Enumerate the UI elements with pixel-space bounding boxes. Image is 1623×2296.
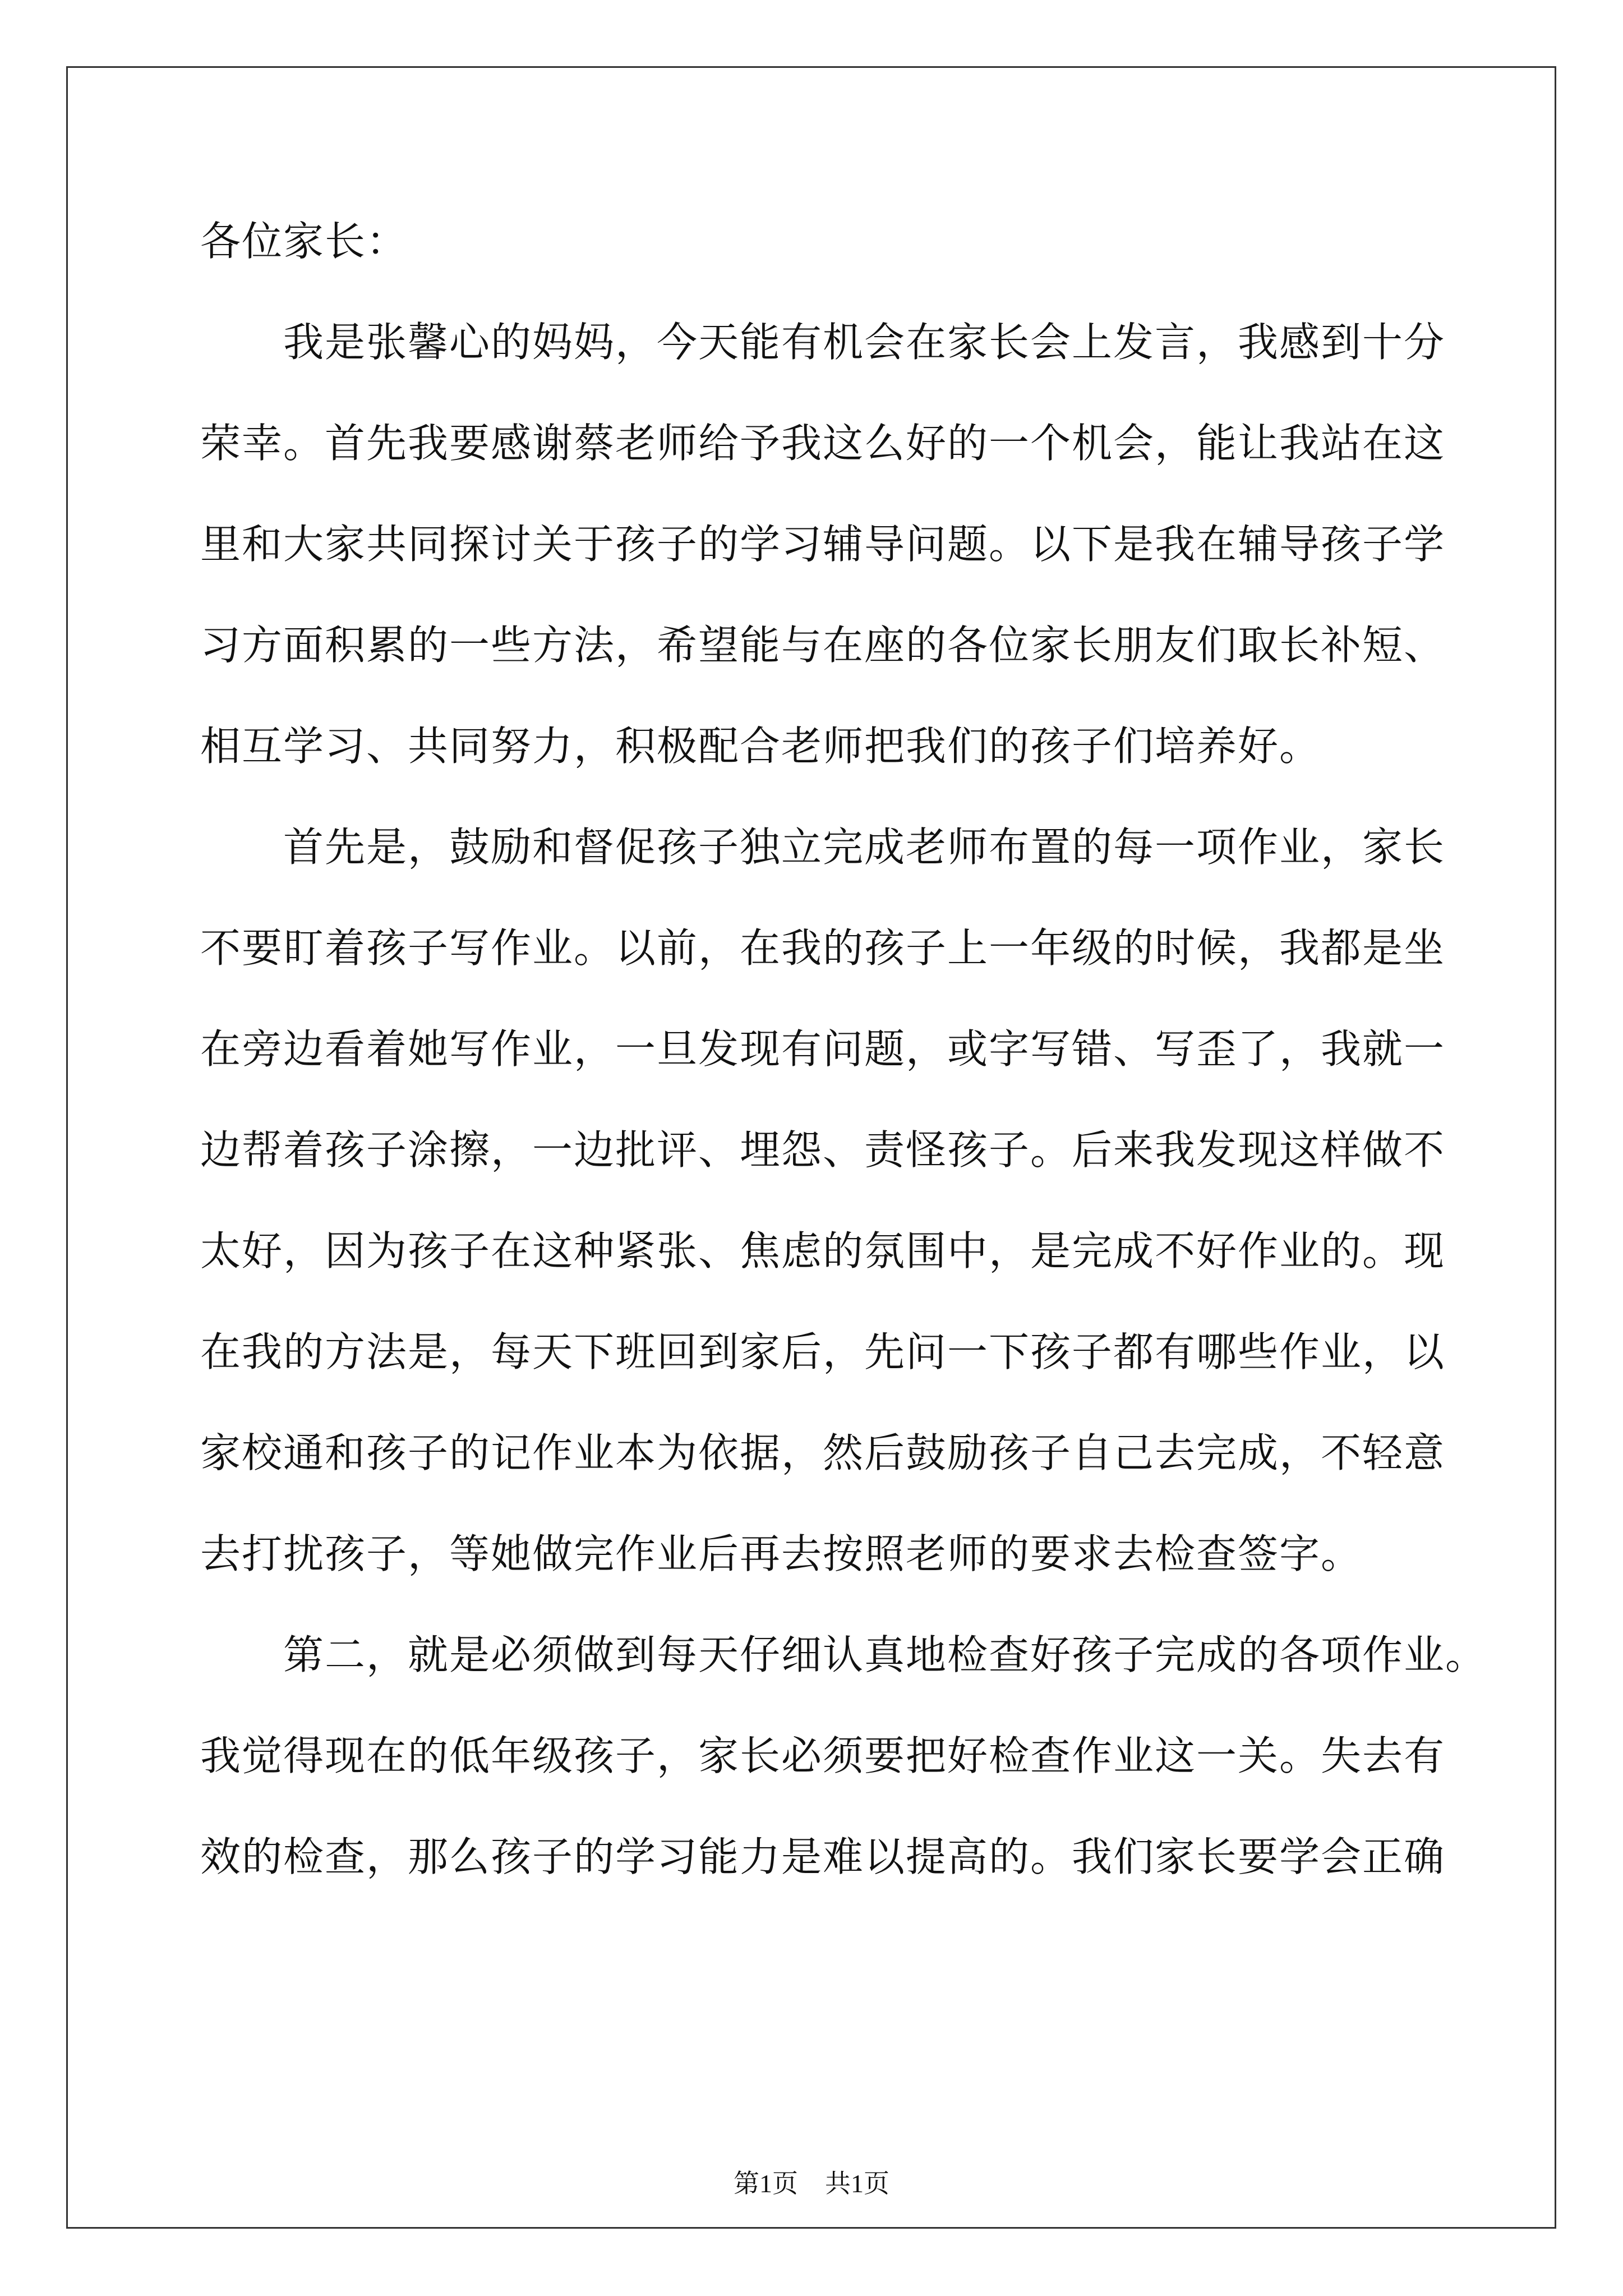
paragraph-line: 边帮着孩子涂擦，一边批评、埋怨、责怪孩子。后来我发现这样做不 <box>200 1126 1446 1174</box>
paragraph-line: 在旁边看着她写作业，一旦发现有问题，或字写错、写歪了，我就一 <box>200 1025 1446 1073</box>
paragraph-line: 去打扰孩子，等她做完作业后再去按照老师的要求去检查签字。 <box>200 1530 1363 1577</box>
paragraph-line: 我觉得现在的低年级孩子，家长必须要把好检查作业这一关。失去有 <box>200 1732 1446 1779</box>
page-number-current: 第1页 <box>734 2169 798 2198</box>
paragraph-line: 不要盯着孩子写作业。以前，在我的孩子上一年级的时候，我都是坐 <box>200 924 1446 972</box>
paragraph-line: 效的检查，那么孩子的学习能力是难以提高的。我们家长要学会正确 <box>200 1833 1446 1880</box>
paragraph-line: 家校通和孩子的记作业本为依据，然后鼓励孩子自己去完成，不轻意 <box>200 1429 1446 1476</box>
paragraph-line: 首先是，鼓励和督促孩子独立完成老师布置的每一项作业，家长 <box>283 823 1446 871</box>
paragraph-line: 在我的方法是，每天下班回到家后，先问一下孩子都有哪些作业，以 <box>200 1328 1446 1375</box>
page-number-total: 共1页 <box>825 2169 889 2198</box>
paragraph-line: 相互学习、共同努力，积极配合老师把我们的孩子们培养好。 <box>200 723 1321 770</box>
paragraph-line: 习方面积累的一些方法，希望能与在座的各位家长朋友们取长补短、 <box>200 622 1446 669</box>
document-body <box>200 218 1487 1936</box>
paragraph-line: 太好，因为孩子在这种紧张、焦虑的氛围中，是完成不好作业的。现 <box>200 1227 1446 1274</box>
paragraph-line: 我是张馨心的妈妈，今天能有机会在家长会上发言，我感到十分 <box>283 319 1446 366</box>
page-footer <box>0 2170 1623 2198</box>
paragraph-line: 里和大家共同探讨关于孩子的学习辅导问题。以下是我在辅导孩子学 <box>200 521 1446 568</box>
salutation: 各位家长： <box>200 218 408 265</box>
paragraph-line: 荣幸。首先我要感谢蔡老师给予我这么好的一个机会，能让我站在这 <box>200 420 1446 467</box>
paragraph-line: 第二，就是必须做到每天仔细认真地检查好孩子完成的各项作业。 <box>283 1631 1487 1678</box>
